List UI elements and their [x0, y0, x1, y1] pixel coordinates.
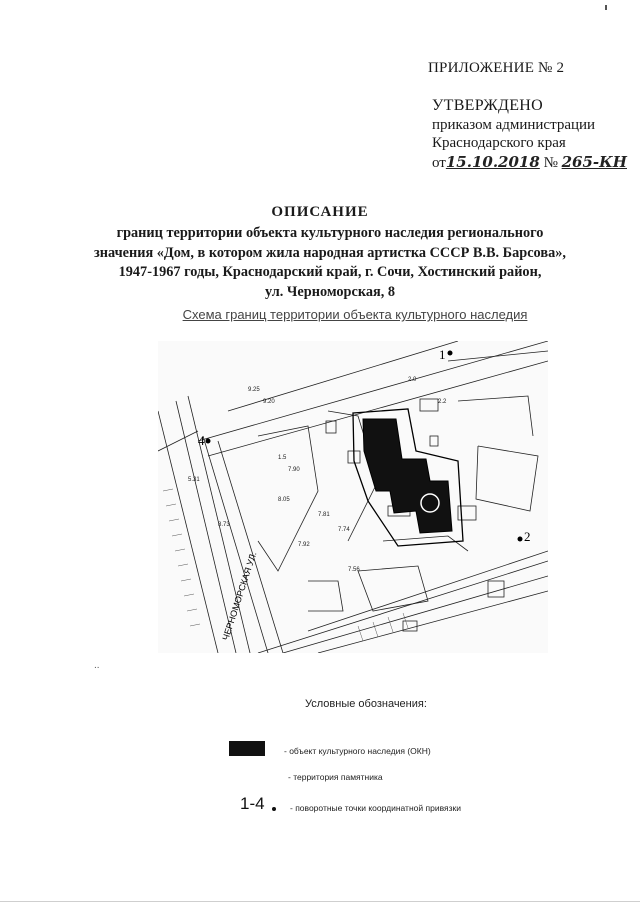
num-label: 8.05: [278, 497, 290, 503]
date-prefix: от: [432, 155, 446, 171]
order-date: 15.10.2018: [445, 153, 540, 171]
approved-label: УТВЕРЖДЕНО: [432, 97, 544, 114]
point-1: [448, 351, 453, 356]
document-title: ОПИСАНИЕ: [271, 204, 369, 220]
number-prefix: №: [543, 155, 558, 171]
point-label-1: 1: [439, 347, 446, 362]
legend-points-code: 1-4: [240, 794, 265, 813]
point-4: [206, 439, 211, 444]
margin-mark: ..: [94, 660, 100, 671]
description-line-1: границ территории объекта культурного наследия регионального: [116, 225, 544, 241]
description-line-4: ул. Черноморская, 8: [264, 283, 396, 300]
street-label: ЧЕРНОМОРСКАЯ УЛ.: [220, 550, 259, 642]
description-line-2: значения «Дом, в котором жила народная артистка СССР В.В. Барсова»,: [94, 244, 566, 261]
description-line-3: 1947-1967 годы, Краснодарский край, г. Сочи, Хостинский район,: [118, 264, 542, 280]
map-background: [158, 341, 548, 653]
legend-okn-swatch: [229, 741, 265, 756]
num-label: 8.73: [218, 522, 230, 528]
num-label: 9.20: [263, 399, 275, 405]
num-label: 7.74: [338, 527, 350, 533]
num-label: 7.56: [348, 567, 360, 573]
legend-territory-text: - территория памятника: [288, 772, 383, 782]
num-label: 7.92: [298, 542, 310, 548]
num-label: 7.90: [288, 467, 300, 473]
legend-title: Условные обозначения:: [305, 698, 427, 710]
num-label: 1.5: [278, 455, 287, 461]
order-date-line: [432, 153, 627, 172]
num-label: 2.2: [438, 399, 447, 405]
point-label-2: 2: [524, 529, 531, 544]
point-2: [518, 537, 523, 542]
order-number: 265-КН: [561, 153, 627, 171]
num-label: 5.31: [188, 477, 200, 483]
approved-region: Краснодарского края: [432, 135, 566, 151]
point-label-4: 4: [198, 433, 205, 448]
boundary-map: [158, 341, 548, 653]
scan-corner-mark: [605, 5, 607, 10]
legend-point-dot: [272, 807, 276, 811]
legend-points-text: - поворотные точки координатной привязки: [290, 803, 461, 813]
num-label: 7.81: [318, 512, 330, 518]
appendix-number: ПРИЛОЖЕНИЕ № 2: [428, 60, 565, 76]
document-description: [80, 224, 580, 302]
num-label: 9.25: [248, 387, 260, 393]
approved-by: приказом администрации: [432, 117, 596, 133]
page-edge: [0, 901, 640, 902]
legend-okn-text: - объект культурного наследия (ОКН): [284, 746, 431, 756]
num-label: 2.0: [408, 377, 417, 383]
scheme-caption: Схема границ территории объекта культурного наследия: [182, 307, 528, 322]
